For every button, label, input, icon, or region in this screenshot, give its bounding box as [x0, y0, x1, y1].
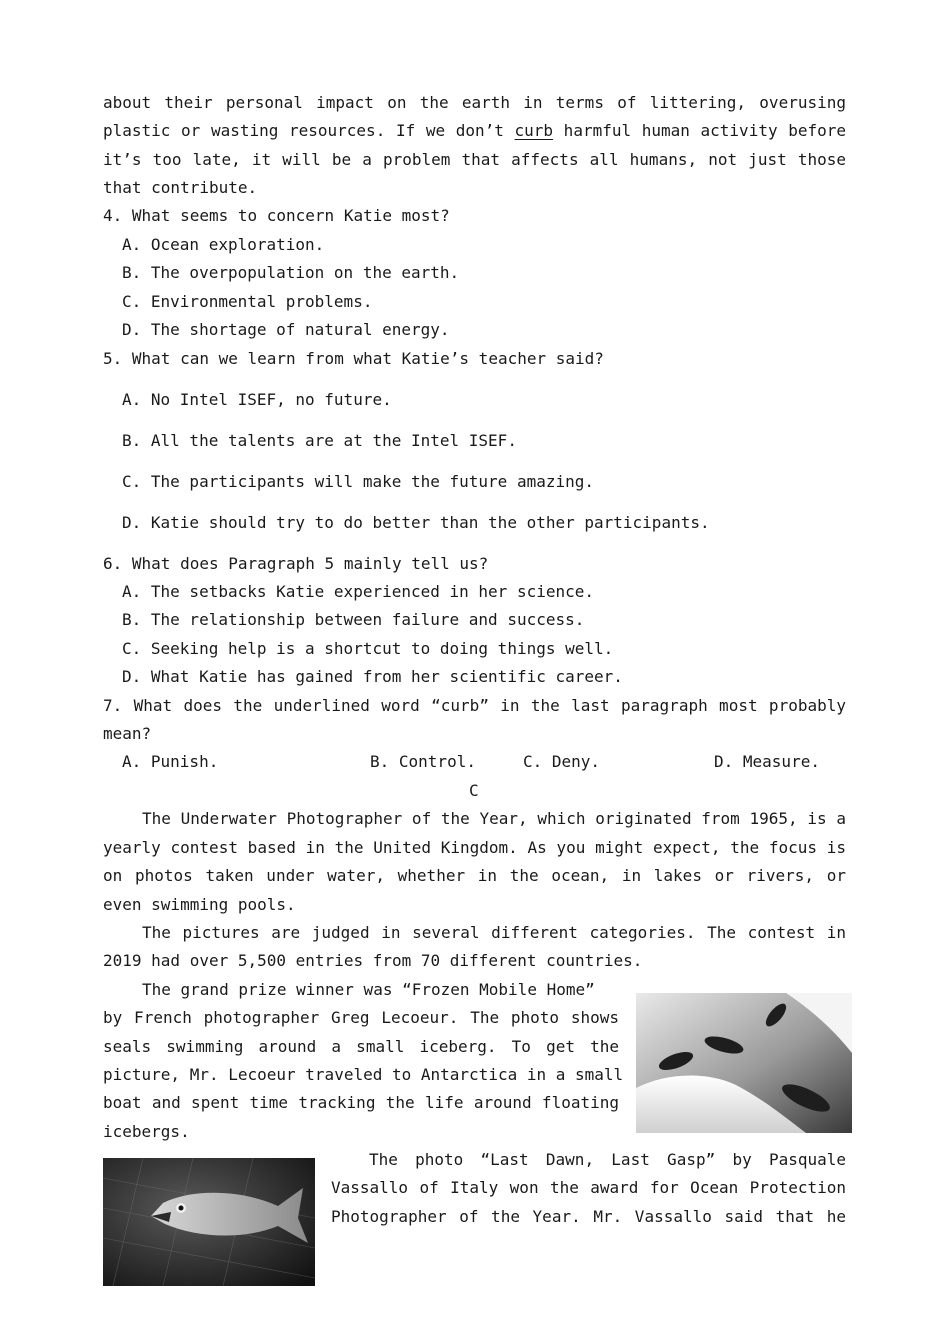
question-7-option-a[interactable]: A. Punish. — [122, 752, 219, 771]
passage-text: harmful human activity before — [553, 121, 847, 140]
question-4-option-a[interactable]: A. Ocean exploration. — [122, 235, 325, 254]
seals-iceberg-photo — [636, 993, 852, 1133]
question-6-option-c[interactable]: C. Seeking help is a shortcut to doing things well. — [122, 639, 614, 658]
question-5-option-a[interactable]: A. No Intel ISEF, no future. — [122, 390, 392, 409]
section-heading-c: C — [469, 781, 479, 800]
question-6-option-b[interactable]: B. The relationship between failure and success. — [122, 610, 585, 629]
passage-text: plastic or wasting resources. If we don’t — [103, 121, 515, 140]
question-7-option-d[interactable]: D. Measure. — [714, 752, 820, 771]
question-7-option-b[interactable]: B. Control. — [370, 752, 476, 771]
passage-c-line: icebergs. — [103, 1122, 190, 1141]
question-6-stem: 6. What does Paragraph 5 mainly tell us? — [103, 554, 489, 573]
passage-c-line: Photographer of the Year. Mr. Vassallo said that he — [331, 1207, 846, 1226]
passage-c-line: by French photographer Greg Lecoeur. The photo shows — [103, 1008, 619, 1027]
question-5-stem: 5. What can we learn from what Katie’s teacher said? — [103, 349, 604, 368]
passage-line: about their personal impact on the earth in terms of littering, overusing — [103, 93, 846, 112]
question-7-stem: 7. What does the underlined word “curb” in the last paragraph most probably — [103, 696, 846, 715]
question-5-option-d[interactable]: D. Katie should try to do better than the other participants. — [122, 513, 710, 532]
underlined-word-curb: curb — [514, 121, 554, 140]
question-6-option-a[interactable]: A. The setbacks Katie experienced in her science. — [122, 582, 595, 601]
question-7-stem-cont: mean? — [103, 724, 152, 743]
passage-c-line: Vassallo of Italy won the award for Ocean Protection — [331, 1178, 846, 1197]
passage-line: that contribute. — [103, 178, 258, 197]
passage-c-line: The pictures are judged in several different categories. The contest in — [142, 923, 846, 942]
passage-c-line: The photo “Last Dawn, Last Gasp” by Pasquale — [369, 1150, 846, 1169]
passage-c-line: The grand prize winner was “Frozen Mobile Home” — [142, 980, 595, 999]
passage-c-line: 2019 had over 5,500 entries from 70 different countries. — [103, 951, 643, 970]
passage-c-line: picture, Mr. Lecoeur traveled to Antarctica in a small — [103, 1065, 624, 1084]
question-6-option-d[interactable]: D. What Katie has gained from her scientific career. — [122, 667, 623, 686]
passage-c-line: seals swimming around a small iceberg. To get the — [103, 1037, 619, 1056]
question-4-stem: 4. What seems to concern Katie most? — [103, 206, 450, 225]
question-5-option-c[interactable]: C. The participants will make the future amazing. — [122, 472, 595, 491]
passage-c-line: on photos taken under water, whether in the ocean, in lakes or rivers, or — [103, 866, 846, 885]
question-4-option-d[interactable]: D. The shortage of natural energy. — [122, 320, 450, 339]
passage-c-line: yearly contest based in the United Kingdom. As you might expect, the focus is — [103, 838, 846, 857]
question-5-option-b[interactable]: B. All the talents are at the Intel ISEF. — [122, 431, 517, 450]
question-4-option-b[interactable]: B. The overpopulation on the earth. — [122, 263, 460, 282]
passage-c-line: even swimming pools. — [103, 895, 296, 914]
question-7-option-c[interactable]: C. Deny. — [523, 752, 601, 771]
passage-c-line: The Underwater Photographer of the Year, which originated from 1965, is a — [142, 809, 846, 828]
passage-c-line: boat and spent time tracking the life around floating — [103, 1093, 619, 1112]
passage-line-with-underline — [103, 117, 846, 145]
question-4-option-c[interactable]: C. Environmental problems. — [122, 292, 373, 311]
fish-in-net-photo — [103, 1158, 315, 1286]
passage-line: it’s too late, it will be a problem that affects all humans, not just those — [103, 150, 846, 169]
